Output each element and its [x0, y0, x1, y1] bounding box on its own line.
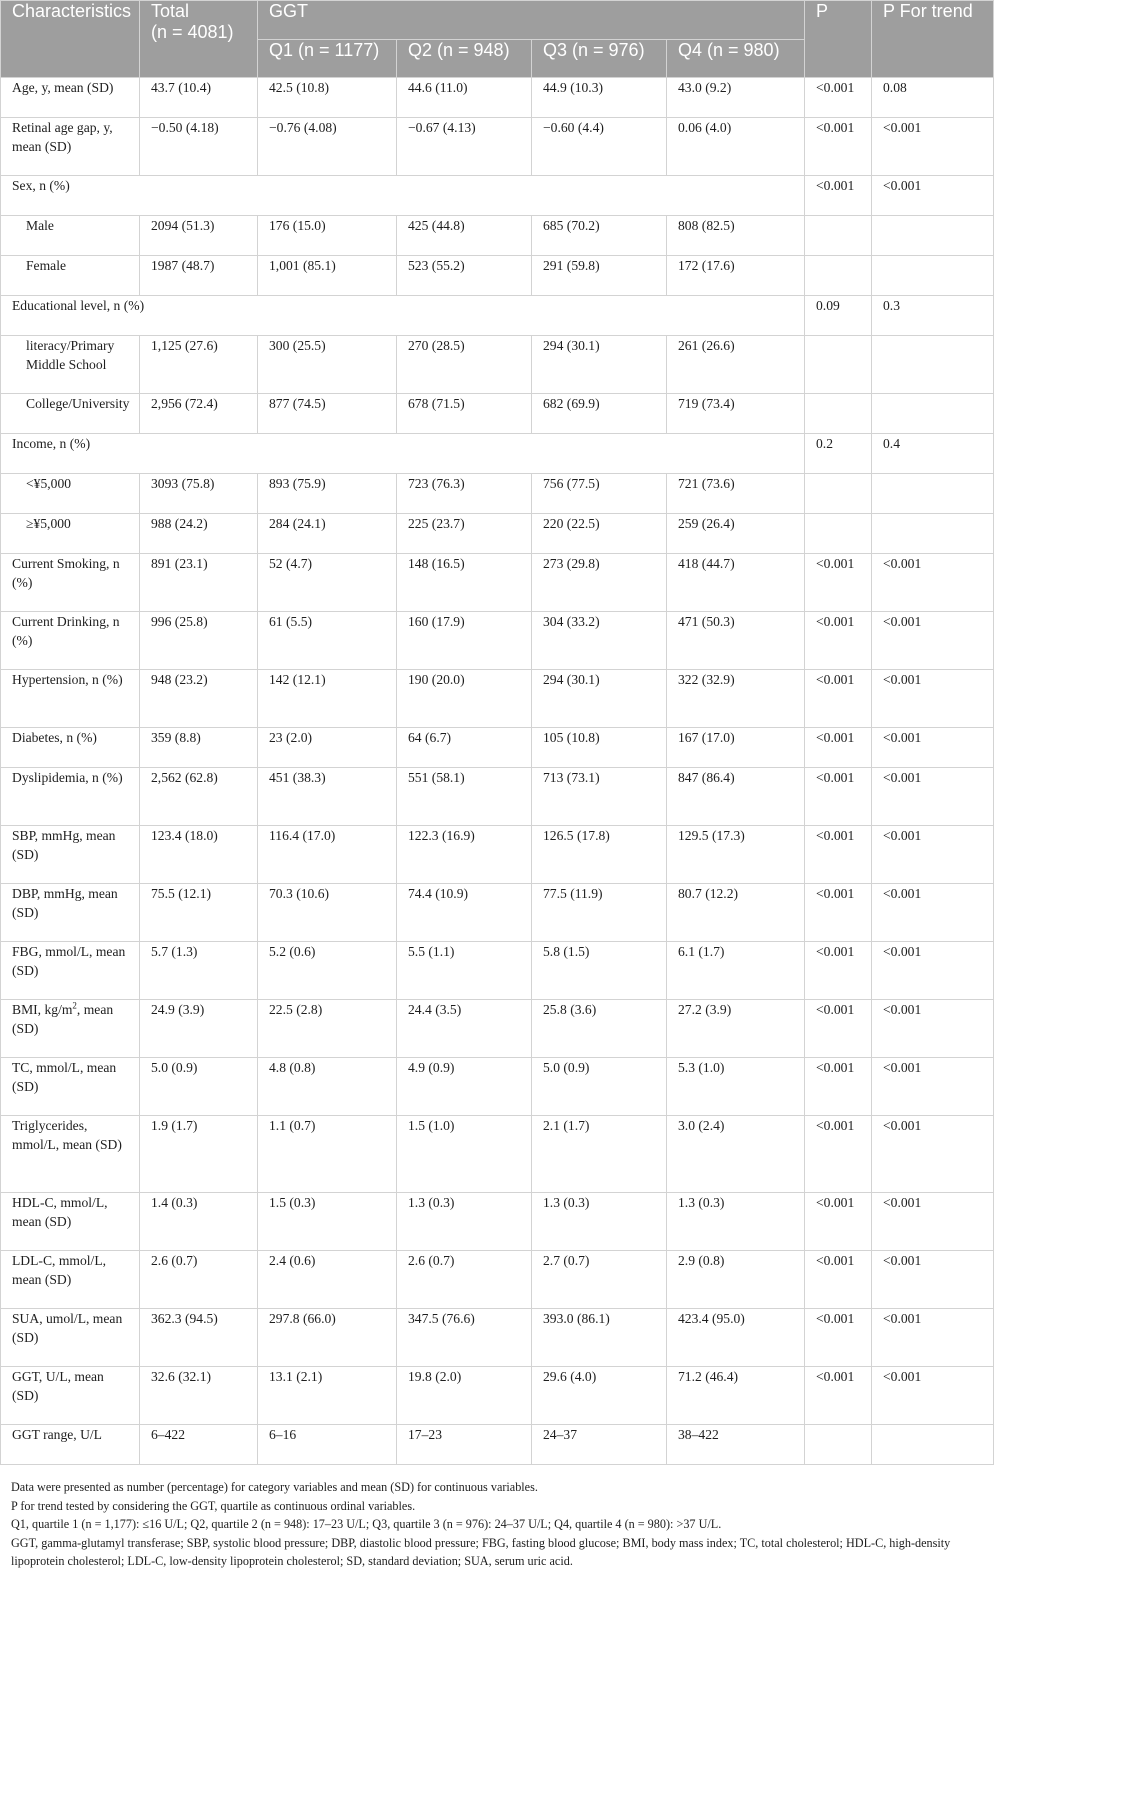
- bmi-label-superscript: 2: [72, 1000, 77, 1011]
- cell-q1: 2.4 (0.6): [258, 1251, 397, 1309]
- cell-total: 6–422: [140, 1425, 258, 1465]
- cell-q4: 322 (32.9): [667, 670, 805, 728]
- cell-p-trend: <0.001: [872, 1000, 994, 1058]
- cell-q1: 451 (38.3): [258, 768, 397, 826]
- cell-total: 1,125 (27.6): [140, 336, 258, 394]
- footnote-p-for-trend: P for trend tested by considering the GGT, quartile as continuous ordinal variables.: [11, 1498, 416, 1513]
- table-row: [1, 216, 994, 256]
- cell-q2: −0.67 (4.13): [397, 118, 532, 176]
- cell-q3: 105 (10.8): [532, 728, 667, 768]
- cell-p: <0.001: [805, 826, 872, 884]
- cell-q3: 713 (73.1): [532, 768, 667, 826]
- bmi-label-pre: BMI, kg/m: [12, 1002, 73, 1017]
- cell-q3: 291 (59.8): [532, 256, 667, 296]
- cell-q1: 4.8 (0.8): [258, 1058, 397, 1116]
- cell-q2: 24.4 (3.5): [397, 1000, 532, 1058]
- cell-p-trend: [872, 394, 994, 434]
- cell-q4: 471 (50.3): [667, 612, 805, 670]
- cell-q3: 220 (22.5): [532, 514, 667, 554]
- row-label: ≥¥5,000: [1, 514, 140, 554]
- table-row: [1, 394, 994, 434]
- cell-total: −0.50 (4.18): [140, 118, 258, 176]
- cell-p: <0.001: [805, 884, 872, 942]
- cell-q1: 1,001 (85.1): [258, 256, 397, 296]
- cell-total: 32.6 (32.1): [140, 1367, 258, 1425]
- row-label: Diabetes, n (%): [1, 728, 140, 768]
- cell-q4: 721 (73.6): [667, 474, 805, 514]
- row-label: HDL-C, mmol/L, mean (SD): [1, 1193, 140, 1251]
- cell-total: 1.4 (0.3): [140, 1193, 258, 1251]
- cell-q3: −0.60 (4.4): [532, 118, 667, 176]
- cell-q4: 259 (26.4): [667, 514, 805, 554]
- cell-p-trend: <0.001: [872, 1193, 994, 1251]
- cell-q1: 176 (15.0): [258, 216, 397, 256]
- cell-q1: 300 (25.5): [258, 336, 397, 394]
- table-body: [1, 78, 994, 1465]
- cell-q2: 1.5 (1.0): [397, 1116, 532, 1193]
- cell-total: 948 (23.2): [140, 670, 258, 728]
- cell-q3: 1.3 (0.3): [532, 1193, 667, 1251]
- cell-total: 3093 (75.8): [140, 474, 258, 514]
- cell-q1: 70.3 (10.6): [258, 884, 397, 942]
- header-q1: Q1 (n = 1177): [258, 40, 397, 78]
- cell-p: <0.001: [805, 1058, 872, 1116]
- cell-q2: 347.5 (76.6): [397, 1309, 532, 1367]
- cell-p-trend: <0.001: [872, 176, 994, 216]
- table-row: [1, 474, 994, 514]
- cell-q1: 893 (75.9): [258, 474, 397, 514]
- cell-q2: 160 (17.9): [397, 612, 532, 670]
- table-row: [1, 118, 994, 176]
- table-header: [1, 1, 994, 78]
- cell-q3: 304 (33.2): [532, 612, 667, 670]
- cell-total: 359 (8.8): [140, 728, 258, 768]
- cell-total: 2,956 (72.4): [140, 394, 258, 434]
- header-total-n: (n = 4081): [151, 22, 234, 42]
- cell-q1: 22.5 (2.8): [258, 1000, 397, 1058]
- cell-q2: 17–23: [397, 1425, 532, 1465]
- cell-q2: 723 (76.3): [397, 474, 532, 514]
- cell-p: <0.001: [805, 612, 872, 670]
- cell-q4: 80.7 (12.2): [667, 884, 805, 942]
- cell-p: <0.001: [805, 1116, 872, 1193]
- row-label: [1, 1000, 140, 1058]
- cell-q4: 172 (17.6): [667, 256, 805, 296]
- cell-p-trend: <0.001: [872, 826, 994, 884]
- table-row: [1, 728, 994, 768]
- cell-p-trend: [872, 1425, 994, 1465]
- table-footnotes: [11, 1478, 991, 1571]
- cell-q2: 74.4 (10.9): [397, 884, 532, 942]
- cell-p-trend: <0.001: [872, 768, 994, 826]
- cell-q1: 142 (12.1): [258, 670, 397, 728]
- row-label: LDL-C, mmol/L, mean (SD): [1, 1251, 140, 1309]
- row-label: literacy/Primary Middle School: [1, 336, 140, 394]
- cell-q1: 61 (5.5): [258, 612, 397, 670]
- table-row: [1, 942, 994, 1000]
- cell-p-trend: <0.001: [872, 1116, 994, 1193]
- cell-p: <0.001: [805, 1251, 872, 1309]
- row-label: Educational level, n (%): [1, 296, 805, 336]
- cell-p: [805, 394, 872, 434]
- cell-q3: 24–37: [532, 1425, 667, 1465]
- table-row: [1, 768, 994, 826]
- cell-q2: 1.3 (0.3): [397, 1193, 532, 1251]
- cell-q3: 77.5 (11.9): [532, 884, 667, 942]
- cell-q1: −0.76 (4.08): [258, 118, 397, 176]
- cell-p-trend: <0.001: [872, 942, 994, 1000]
- row-label: Income, n (%): [1, 434, 805, 474]
- cell-q1: 116.4 (17.0): [258, 826, 397, 884]
- cell-q4: 808 (82.5): [667, 216, 805, 256]
- cell-q1: 1.1 (0.7): [258, 1116, 397, 1193]
- cell-q2: 551 (58.1): [397, 768, 532, 826]
- table-row: [1, 78, 994, 118]
- cell-q4: 167 (17.0): [667, 728, 805, 768]
- table-row: [1, 1058, 994, 1116]
- cell-total: 1987 (48.7): [140, 256, 258, 296]
- header-q4: Q4 (n = 980): [667, 40, 805, 78]
- header-p: P: [805, 1, 872, 78]
- row-label: SUA, umol/L, mean (SD): [1, 1309, 140, 1367]
- row-label: FBG, mmol/L, mean (SD): [1, 942, 140, 1000]
- table-row: [1, 434, 994, 474]
- cell-q1: 52 (4.7): [258, 554, 397, 612]
- cell-p-trend: [872, 336, 994, 394]
- cell-q2: 4.9 (0.9): [397, 1058, 532, 1116]
- row-label: College/University: [1, 394, 140, 434]
- cell-p: <0.001: [805, 768, 872, 826]
- cell-p-trend: [872, 474, 994, 514]
- cell-q4: 1.3 (0.3): [667, 1193, 805, 1251]
- row-label: GGT range, U/L: [1, 1425, 140, 1465]
- cell-p: [805, 216, 872, 256]
- table-row: [1, 176, 994, 216]
- cell-q4: 38–422: [667, 1425, 805, 1465]
- row-label: Retinal age gap, y, mean (SD): [1, 118, 140, 176]
- cell-p: [805, 1425, 872, 1465]
- row-label: Current Drinking, n (%): [1, 612, 140, 670]
- cell-q4: 418 (44.7): [667, 554, 805, 612]
- cell-p-trend: <0.001: [872, 1251, 994, 1309]
- cell-p: <0.001: [805, 118, 872, 176]
- table-row: [1, 1193, 994, 1251]
- cell-q3: 2.1 (1.7): [532, 1116, 667, 1193]
- header-q2: Q2 (n = 948): [397, 40, 532, 78]
- cell-p-trend: <0.001: [872, 554, 994, 612]
- cell-q4: 0.06 (4.0): [667, 118, 805, 176]
- cell-p-trend: <0.001: [872, 1058, 994, 1116]
- cell-q2: 44.6 (11.0): [397, 78, 532, 118]
- cell-total: 988 (24.2): [140, 514, 258, 554]
- cell-q2: 64 (6.7): [397, 728, 532, 768]
- cell-total: 362.3 (94.5): [140, 1309, 258, 1367]
- cell-q1: 42.5 (10.8): [258, 78, 397, 118]
- cell-q2: 122.3 (16.9): [397, 826, 532, 884]
- bmi-label-post: , mean (SD): [12, 1002, 114, 1036]
- cell-p: [805, 514, 872, 554]
- header-total-label: Total: [151, 1, 190, 21]
- cell-p-trend: <0.001: [872, 670, 994, 728]
- cell-q1: 877 (74.5): [258, 394, 397, 434]
- cell-q3: 29.6 (4.0): [532, 1367, 667, 1425]
- cell-q3: 25.8 (3.6): [532, 1000, 667, 1058]
- table-row: [1, 1425, 994, 1465]
- cell-q3: 756 (77.5): [532, 474, 667, 514]
- cell-q4: 2.9 (0.8): [667, 1251, 805, 1309]
- cell-q2: 5.5 (1.1): [397, 942, 532, 1000]
- table-row: [1, 1000, 994, 1058]
- cell-q3: 5.0 (0.9): [532, 1058, 667, 1116]
- row-label: TC, mmol/L, mean (SD): [1, 1058, 140, 1116]
- cell-p-trend: 0.3: [872, 296, 994, 336]
- cell-q3: 393.0 (86.1): [532, 1309, 667, 1367]
- cell-q3: 294 (30.1): [532, 336, 667, 394]
- cell-total: 2094 (51.3): [140, 216, 258, 256]
- cell-p: <0.001: [805, 1193, 872, 1251]
- cell-p: <0.001: [805, 78, 872, 118]
- cell-q2: 523 (55.2): [397, 256, 532, 296]
- footnote-data-presentation: Data were presented as number (percentage) for category variables and mean (SD) for continuous variables.: [11, 1480, 538, 1494]
- header-p-trend: P For trend: [872, 1, 994, 78]
- cell-p-trend: 0.08: [872, 78, 994, 118]
- cell-p: 0.2: [805, 434, 872, 474]
- cell-p-trend: <0.001: [872, 1309, 994, 1367]
- row-label: Male: [1, 216, 140, 256]
- cell-q4: 261 (26.6): [667, 336, 805, 394]
- cell-p-trend: <0.001: [872, 612, 994, 670]
- cell-q4: 719 (73.4): [667, 394, 805, 434]
- row-label: GGT, U/L, mean (SD): [1, 1367, 140, 1425]
- row-label: Hypertension, n (%): [1, 670, 140, 728]
- cell-q2: 190 (20.0): [397, 670, 532, 728]
- header-q3: Q3 (n = 976): [532, 40, 667, 78]
- cell-q2: 225 (23.7): [397, 514, 532, 554]
- cell-q3: 682 (69.9): [532, 394, 667, 434]
- cell-q4: 71.2 (46.4): [667, 1367, 805, 1425]
- cell-p: <0.001: [805, 1000, 872, 1058]
- cell-q1: 23 (2.0): [258, 728, 397, 768]
- table-row: [1, 1116, 994, 1193]
- cell-p: <0.001: [805, 1367, 872, 1425]
- cell-q4: 423.4 (95.0): [667, 1309, 805, 1367]
- row-label: Female: [1, 256, 140, 296]
- cell-p: [805, 336, 872, 394]
- cell-total: 5.7 (1.3): [140, 942, 258, 1000]
- cell-q3: 2.7 (0.7): [532, 1251, 667, 1309]
- cell-total: 2,562 (62.8): [140, 768, 258, 826]
- cell-p-trend: <0.001: [872, 728, 994, 768]
- header-total: [140, 1, 258, 78]
- cell-total: 123.4 (18.0): [140, 826, 258, 884]
- table-row: [1, 1251, 994, 1309]
- cell-q3: 44.9 (10.3): [532, 78, 667, 118]
- cell-q1: 297.8 (66.0): [258, 1309, 397, 1367]
- cell-p-trend: [872, 514, 994, 554]
- cell-q2: 425 (44.8): [397, 216, 532, 256]
- cell-total: 996 (25.8): [140, 612, 258, 670]
- cell-q3: 294 (30.1): [532, 670, 667, 728]
- cell-total: 1.9 (1.7): [140, 1116, 258, 1193]
- cell-p: 0.09: [805, 296, 872, 336]
- table-row: [1, 670, 994, 728]
- cell-q2: 270 (28.5): [397, 336, 532, 394]
- cell-q2: 19.8 (2.0): [397, 1367, 532, 1425]
- row-label: Dyslipidemia, n (%): [1, 768, 140, 826]
- header-characteristics: Characteristics: [1, 1, 140, 78]
- cell-p-trend: [872, 216, 994, 256]
- cell-q1: 1.5 (0.3): [258, 1193, 397, 1251]
- cell-p-trend: [872, 256, 994, 296]
- cell-q4: 6.1 (1.7): [667, 942, 805, 1000]
- cell-p-trend: <0.001: [872, 118, 994, 176]
- cell-p: <0.001: [805, 1309, 872, 1367]
- row-label: Triglycerides, mmol/L, mean (SD): [1, 1116, 140, 1193]
- cell-q1: 6–16: [258, 1425, 397, 1465]
- cell-q1: 13.1 (2.1): [258, 1367, 397, 1425]
- cell-total: 2.6 (0.7): [140, 1251, 258, 1309]
- footnote-quartiles: Q1, quartile 1 (n = 1,177): ≤16 U/L; Q2, quartile 2 (n = 948): 17–23 U/L; Q3, quartile 3 (n = 976): 24–37 U/L; Q4, quartile 4 (n = 980): >37 U/L.: [11, 1517, 722, 1531]
- cell-q1: 284 (24.1): [258, 514, 397, 554]
- cell-p: [805, 474, 872, 514]
- cell-p: <0.001: [805, 176, 872, 216]
- cell-q2: 148 (16.5): [397, 554, 532, 612]
- row-label: SBP, mmHg, mean (SD): [1, 826, 140, 884]
- table-row: [1, 296, 994, 336]
- row-label: Sex, n (%): [1, 176, 805, 216]
- cell-q3: 685 (70.2): [532, 216, 667, 256]
- cell-q3: 273 (29.8): [532, 554, 667, 612]
- cell-q4: 27.2 (3.9): [667, 1000, 805, 1058]
- row-label: Current Smoking, n (%): [1, 554, 140, 612]
- cell-q3: 5.8 (1.5): [532, 942, 667, 1000]
- table-row: [1, 884, 994, 942]
- cell-total: 43.7 (10.4): [140, 78, 258, 118]
- row-label: Age, y, mean (SD): [1, 78, 140, 118]
- table-row: [1, 1309, 994, 1367]
- cell-p: <0.001: [805, 942, 872, 1000]
- cell-p: <0.001: [805, 728, 872, 768]
- cell-p: <0.001: [805, 554, 872, 612]
- cell-p-trend: <0.001: [872, 1367, 994, 1425]
- cell-q4: 3.0 (2.4): [667, 1116, 805, 1193]
- cell-p: <0.001: [805, 670, 872, 728]
- cell-p-trend: <0.001: [872, 884, 994, 942]
- cell-p-trend: 0.4: [872, 434, 994, 474]
- table-row: [1, 514, 994, 554]
- table-row: [1, 612, 994, 670]
- cell-total: 75.5 (12.1): [140, 884, 258, 942]
- cell-q2: 2.6 (0.7): [397, 1251, 532, 1309]
- cell-q4: 43.0 (9.2): [667, 78, 805, 118]
- cell-q3: 126.5 (17.8): [532, 826, 667, 884]
- row-label: DBP, mmHg, mean (SD): [1, 884, 140, 942]
- table-row: [1, 554, 994, 612]
- row-label: <¥5,000: [1, 474, 140, 514]
- cell-p: [805, 256, 872, 296]
- header-ggt-group: GGT: [258, 1, 805, 40]
- table-row: [1, 1367, 994, 1425]
- cell-total: 891 (23.1): [140, 554, 258, 612]
- cell-total: 24.9 (3.9): [140, 1000, 258, 1058]
- footnote-abbreviations: GGT, gamma-glutamyl transferase; SBP, systolic blood pressure; DBP, diastolic blood pressure; FBG, fasting blood glucose; BMI, body mass index; TC, total cholesterol; HDL-C, high-density lipoprotein cholesterol; LDL-C, low-density lipoprotein cholesterol; SD, standard deviation; SUA, serum uric acid.: [11, 1535, 951, 1568]
- cell-q2: 678 (71.5): [397, 394, 532, 434]
- cell-q4: 5.3 (1.0): [667, 1058, 805, 1116]
- table-row: [1, 336, 994, 394]
- cell-total: 5.0 (0.9): [140, 1058, 258, 1116]
- cell-q4: 847 (86.4): [667, 768, 805, 826]
- table-row: [1, 256, 994, 296]
- cell-q4: 129.5 (17.3): [667, 826, 805, 884]
- table-row: [1, 826, 994, 884]
- cell-q1: 5.2 (0.6): [258, 942, 397, 1000]
